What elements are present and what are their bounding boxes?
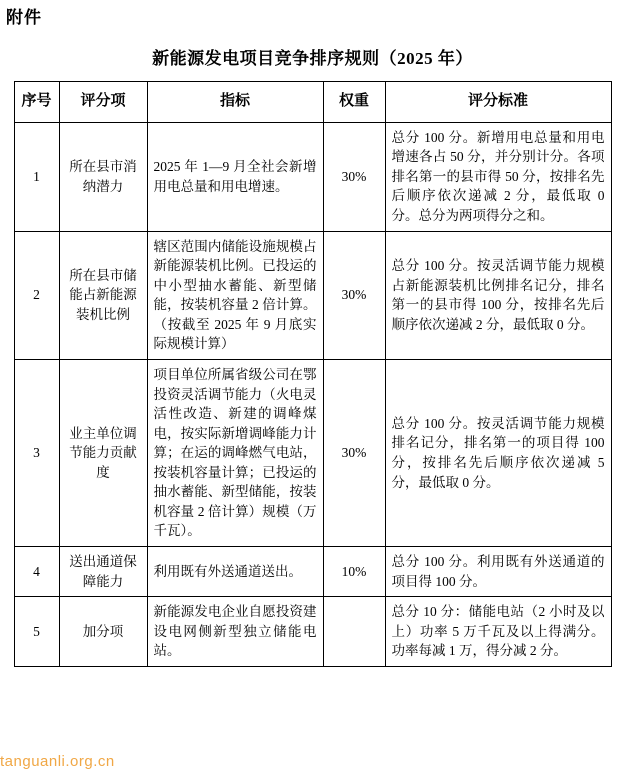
row-index: 利用既有外送通道送出。 — [147, 547, 323, 597]
column-header-criteria: 评分标准 — [385, 82, 611, 123]
row-item: 所在县市储能占新能源装机比例 — [59, 231, 147, 359]
row-criteria: 总分 10 分：储能电站（2 小时及以上）功率 5 万千瓦及以上得满分。功率每减 1 万，得分减 2 分。 — [385, 597, 611, 667]
table-row — [14, 547, 611, 597]
row-item: 送出通道保障能力 — [59, 547, 147, 597]
table-row — [14, 122, 611, 231]
row-no: 3 — [14, 359, 59, 546]
row-index: 新能源发电企业自愿投资建设电网侧新型独立储能电站。 — [147, 597, 323, 667]
page-title: 新能源发电项目竞争排序规则（2025 年） — [152, 49, 473, 68]
row-item: 所在县市消纳潜力 — [59, 122, 147, 231]
row-no: 5 — [14, 597, 59, 667]
column-header-weight: 权重 — [323, 82, 385, 123]
row-no: 2 — [14, 231, 59, 359]
column-header-index: 指标 — [147, 82, 323, 123]
row-weight: 10% — [323, 547, 385, 597]
row-weight: 30% — [323, 122, 385, 231]
row-criteria: 总分 100 分。利用既有外送通道的项目得 100 分。 — [385, 547, 611, 597]
row-index: 项目单位所属省级公司在鄂投资灵活调节能力（火电灵活性改造、新建的调峰煤电，按实际新增调峰能力计算；在运的调峰燃气电站，按装机容量计算；已投运的抽水蓄能、新型储能，按装机容量 2 倍计算）规模（万千瓦）。 — [147, 359, 323, 546]
scoring-rules-table — [14, 81, 612, 667]
attachment-label: 附件 — [6, 8, 42, 27]
row-criteria: 总分 100 分。按灵活调节能力规模占新能源装机比例排名记分，排名第一的县市得 100 分，按排名先后顺序依次递减 2 分，最低取 0 分。 — [385, 231, 611, 359]
row-weight — [323, 597, 385, 667]
table-row — [14, 359, 611, 546]
column-header-no: 序号 — [14, 82, 59, 123]
table-header-row — [14, 82, 611, 123]
row-item: 业主单位调节能力贡献度 — [59, 359, 147, 546]
row-no: 4 — [14, 547, 59, 597]
row-weight: 30% — [323, 359, 385, 546]
row-weight: 30% — [323, 231, 385, 359]
watermark: tanguanli.org.cn — [0, 753, 115, 770]
row-criteria: 总分 100 分。按灵活调节能力规模排名记分，排名第一的项目得 100 分，按排名先后顺序依次递减 5 分，最低取 0 分。 — [385, 359, 611, 546]
row-index: 辖区范围内储能设施规模占新能源装机比例。已投运的中小型抽水蓄能、新型储能，按装机容量 2 倍计算。（按截至 2025 年 9 月底实际规模计算） — [147, 231, 323, 359]
table-row — [14, 231, 611, 359]
table-row — [14, 597, 611, 667]
document-page — [0, 6, 625, 772]
row-no: 1 — [14, 122, 59, 231]
row-criteria: 总分 100 分。新增用电总量和用电增速各占 50 分，并分别计分。各项排名第一的县市得 50 分，按排名先后顺序依次递减 2 分，最低取 0 分。总分为两项得分之和。 — [385, 122, 611, 231]
column-header-item: 评分项 — [59, 82, 147, 123]
row-item: 加分项 — [59, 597, 147, 667]
row-index: 2025 年 1—9 月全社会新增用电总量和用电增速。 — [147, 122, 323, 231]
